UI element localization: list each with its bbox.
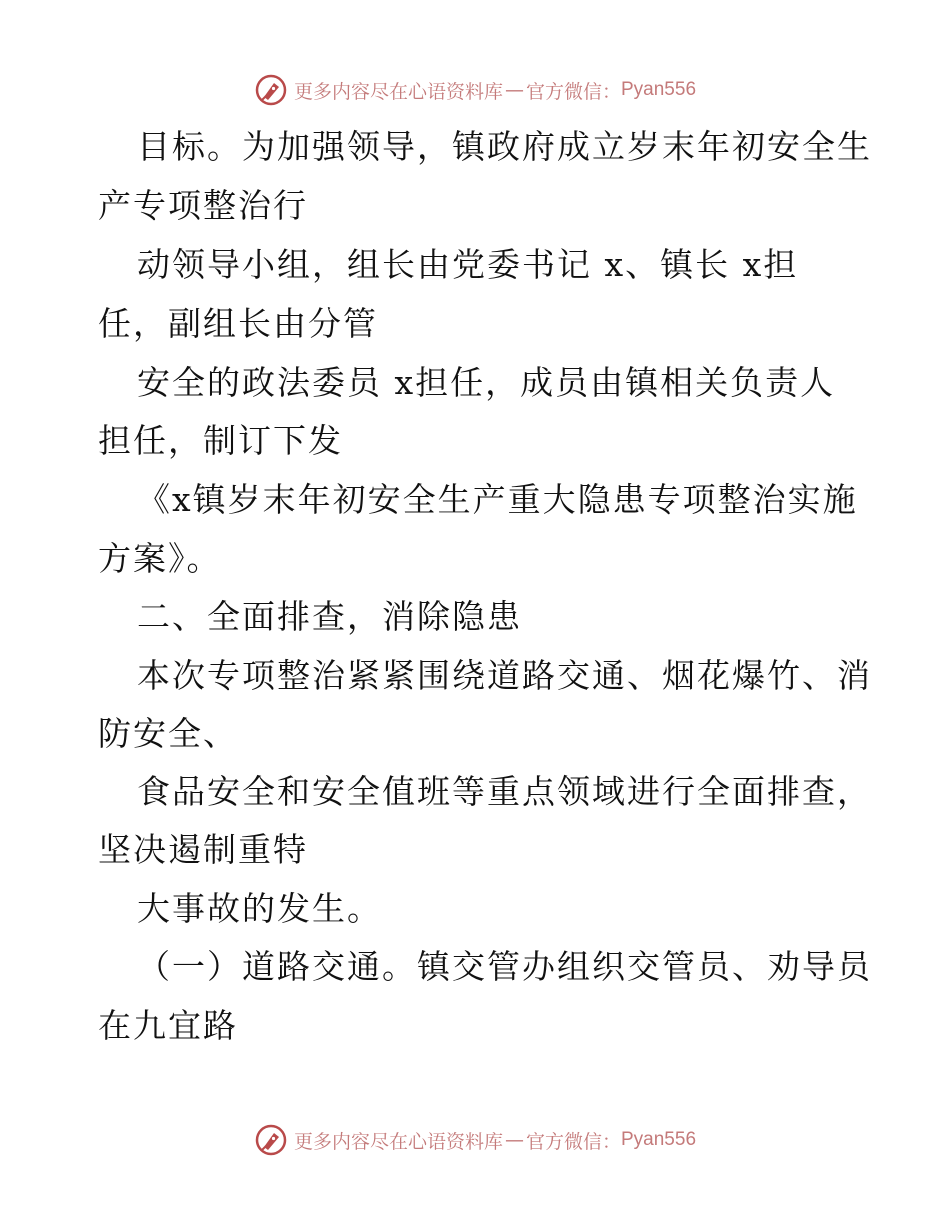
- header-watermark: [0, 70, 950, 110]
- watermark-wechat-id: Pyan556: [621, 1129, 697, 1150]
- body-line: 担任，制订下发: [98, 421, 343, 460]
- watermark-separator: —: [504, 79, 524, 101]
- body-line: 大事故的发生。: [137, 889, 382, 928]
- body-line: 方案》。: [98, 539, 222, 578]
- watermark-wechat-label: 官方微信：: [525, 80, 621, 103]
- watermark-wechat-id: Pyan556: [621, 79, 697, 100]
- body-line: 防安全、: [98, 714, 238, 753]
- body-line: 食品安全和安全值班等重点领域进行全面排查，: [137, 772, 872, 811]
- watermark-text: 更多内容尽在心语资料库: [293, 1130, 503, 1153]
- watermark-text: 更多内容尽在心语资料库: [293, 80, 503, 103]
- section-heading: 二、全面排查，消除隐患: [137, 597, 522, 636]
- watermark-wechat-label: 官方微信：: [525, 1130, 621, 1153]
- body-line: 产专项整治行: [98, 186, 308, 225]
- footer-watermark: [0, 1120, 950, 1160]
- body-line: 坚决遏制重特: [98, 830, 308, 869]
- body-line: 《x镇岁末年初安全生产重大隐患专项整治实施: [137, 480, 858, 519]
- body-line: 本次专项整治紧紧围绕道路交通、烟花爆竹、消: [137, 656, 872, 695]
- body-line: 目标。为加强领导，镇政府成立岁末年初安全生: [137, 127, 872, 166]
- body-line: （一）道路交通。镇交管办组织交管员、劝导员: [137, 947, 872, 986]
- body-line: 安全的政法委员 x担任，成员由镇相关负责人: [137, 363, 836, 402]
- pen-nib-logo-icon: [254, 73, 288, 107]
- pen-nib-logo-icon: [254, 1123, 288, 1157]
- body-line: 在九宜路: [98, 1006, 238, 1045]
- body-line: 动领导小组，组长由党委书记 x、镇长 x担: [137, 245, 799, 284]
- watermark-separator: —: [504, 1129, 524, 1151]
- body-line: 任，副组长由分管: [98, 304, 378, 343]
